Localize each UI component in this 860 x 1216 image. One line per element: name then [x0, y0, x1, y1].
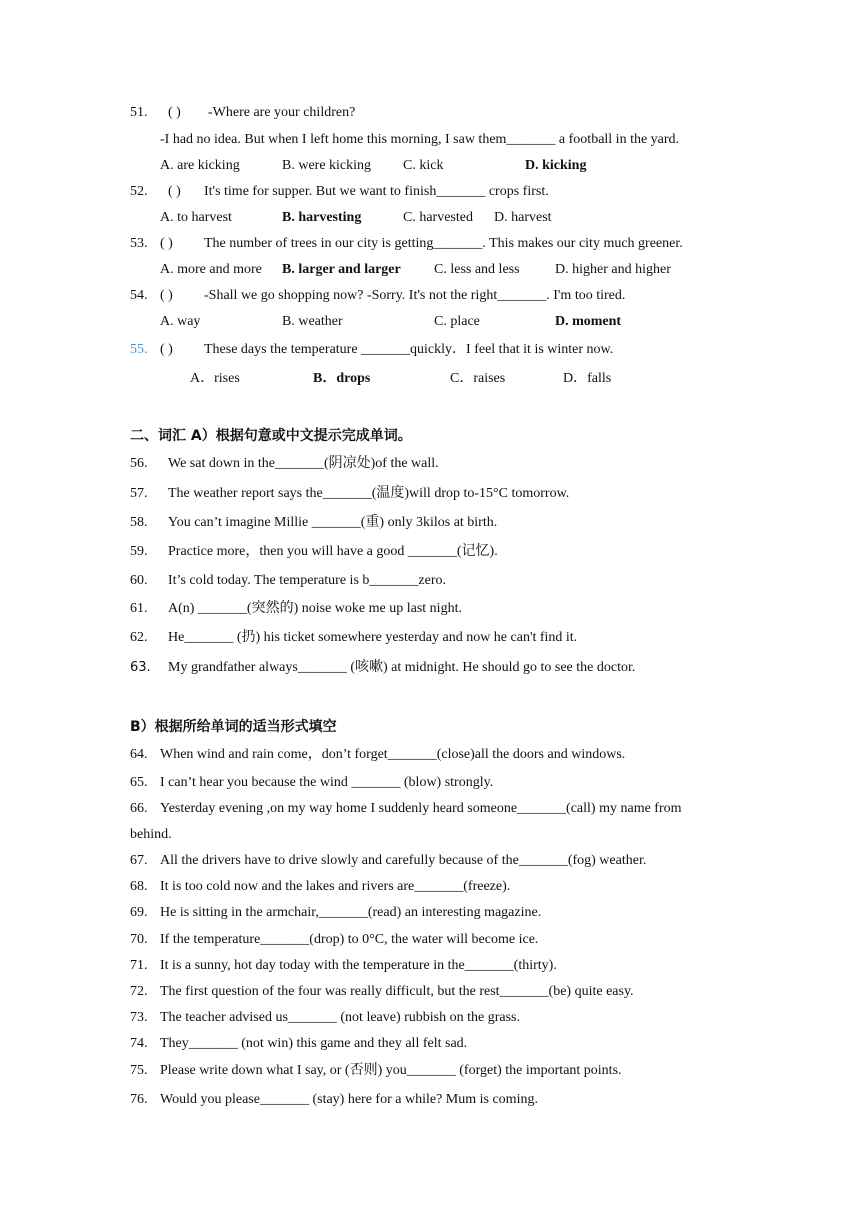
item-text: The teacher advised us_______ (not leave) rubbish on the grass. [160, 1010, 521, 1025]
form-item [130, 983, 634, 1001]
item-text: It is a sunny, hot day today with the temperature in the_______(thirty). [160, 958, 557, 973]
answer-paren: ( ) [160, 236, 173, 251]
form-item [130, 1062, 622, 1080]
item-number: 64. [130, 747, 148, 762]
option-c: C. harvested [403, 210, 473, 225]
item-text: The weather report says the_______(温度)will drop to-15°C tomorrow. [168, 486, 570, 501]
item-number: 56. [130, 456, 148, 471]
item-number: 57. [130, 486, 148, 501]
option-a: A. are kicking [160, 158, 240, 173]
item-number: 70. [130, 932, 148, 947]
item-number: 65. [130, 775, 148, 790]
question-text: These days the temperature _______quickly．I feel that it is winter now. [204, 342, 614, 357]
item-number: 75. [130, 1063, 148, 1078]
item-number: 67. [130, 853, 148, 868]
item-number: 59. [130, 544, 148, 559]
answer-paren: ( ) [160, 288, 173, 303]
option-c: C．raises [450, 371, 506, 386]
item-text: My grandfather always_______ (咳嗽) at midnight. He should go to see the doctor. [168, 660, 636, 675]
section-a-heading: 二、词汇 A）根据句意或中文提示完成单词。 [130, 428, 412, 444]
question-number: 55. [130, 342, 148, 357]
option-a: A. way [160, 314, 201, 329]
form-item [130, 800, 682, 818]
item-number: 71. [130, 958, 148, 973]
item-text: He_______ (扔) his ticket somewhere yesterday and now he can't find it. [168, 630, 578, 645]
vocab-item [130, 572, 446, 590]
question-text: -Where are your children? [208, 105, 356, 120]
form-item [130, 904, 542, 922]
item-number: 61. [130, 601, 148, 616]
option-d: D．falls [563, 371, 612, 386]
item-number: 63. [130, 660, 151, 675]
item-text: I can’t hear you because the wind _______ (blow) strongly. [160, 775, 494, 790]
answer-paren: ( ) [160, 342, 173, 357]
item-number: 60. [130, 573, 148, 588]
item-number: 69. [130, 905, 148, 920]
question-53 [130, 235, 683, 253]
item-text: Would you please_______ (stay) here for a while? Mum is coming. [160, 1092, 538, 1107]
item-text: You can’t imagine Millie _______(重) only 3kilos at birth. [168, 515, 498, 530]
item-text: Yesterday evening ,on my way home I suddenly heard someone_______(call) my name from [160, 801, 682, 816]
item-text: All the drivers have to drive slowly and carefully because of the_______(fog) weather. [160, 853, 647, 868]
item-text: We sat down in the_______(阴凉处)of the wall. [168, 456, 439, 471]
option-b-answer: B. harvesting [282, 210, 362, 225]
question-51 [130, 104, 356, 122]
form-item [130, 957, 557, 975]
question-number: 53. [130, 236, 148, 251]
form-item [130, 746, 626, 764]
form-item [130, 852, 647, 870]
option-c: C. kick [403, 158, 444, 173]
vocab-item [130, 455, 439, 473]
question-number: 52. [130, 184, 148, 199]
section-b-heading: B）根据所给单词的适当形式填空 [130, 719, 337, 735]
option-b: B. weather [282, 314, 343, 329]
item-number: 73. [130, 1010, 148, 1025]
item-number: 74. [130, 1036, 148, 1051]
form-item [130, 1091, 538, 1109]
item-text: A(n) _______(突然的) noise woke me up last night. [168, 601, 462, 616]
option-d: D. higher and higher [555, 262, 671, 277]
form-item [130, 1009, 521, 1027]
question-51-line2: -I had no idea. But when I left home this morning, I saw them_______ a football in the yard. [160, 132, 680, 147]
question-text: It's time for supper. But we want to finish_______ crops first. [204, 184, 549, 199]
option-a: A．rises [190, 371, 240, 386]
item-number: 66. [130, 801, 148, 816]
option-a: A. to harvest [160, 210, 232, 225]
option-c: C. place [434, 314, 480, 329]
answer-paren: ( ) [168, 184, 181, 199]
question-text: The number of trees in our city is getting_______. This makes our city much greener. [204, 236, 683, 251]
item-text: It is too cold now and the lakes and rivers are_______(freeze). [160, 879, 511, 894]
question-54 [130, 287, 626, 305]
question-number: 51. [130, 105, 148, 120]
item-text: It’s cold today. The temperature is b_______zero. [168, 573, 446, 588]
question-number: 54. [130, 288, 148, 303]
vocab-item [130, 485, 570, 503]
question-text: -Shall we go shopping now? -Sorry. It's not the right_______. I'm too tired. [204, 288, 626, 303]
vocab-item [130, 629, 578, 647]
answer-paren: ( ) [168, 105, 181, 120]
item-number: 76. [130, 1092, 148, 1107]
option-b-answer: B. larger and larger [282, 262, 401, 277]
form-item-continuation: behind. [130, 827, 172, 842]
vocab-item [130, 600, 462, 618]
option-d: D. harvest [494, 210, 552, 225]
item-number: 62. [130, 630, 148, 645]
form-item [130, 878, 511, 896]
item-text: If the temperature_______(drop) to 0°C, the water will become ice. [160, 932, 539, 947]
form-item [130, 774, 494, 792]
item-text: Please write down what I say, or (否则) you_______ (forget) the important points. [160, 1063, 622, 1078]
question-52 [130, 183, 549, 201]
item-text: He is sitting in the armchair,_______(read) an interesting magazine. [160, 905, 542, 920]
item-text: They_______ (not win) this game and they all felt sad. [160, 1036, 468, 1051]
option-d-answer: D. kicking [525, 158, 587, 173]
option-a: A. more and more [160, 262, 262, 277]
vocab-item [130, 543, 498, 561]
item-number: 72. [130, 984, 148, 999]
question-55 [130, 341, 614, 359]
item-number: 68. [130, 879, 148, 894]
vocab-item [130, 514, 498, 532]
vocab-item [130, 659, 636, 677]
form-item [130, 931, 539, 949]
form-item [130, 1035, 468, 1053]
option-c: C. less and less [434, 262, 520, 277]
item-number: 58. [130, 515, 148, 530]
item-text: Practice more，then you will have a good _______(记忆). [168, 544, 498, 559]
item-text: The first question of the four was really difficult, but the rest_______(be) quite easy. [160, 984, 634, 999]
option-b: B. were kicking [282, 158, 372, 173]
item-text: When wind and rain come，don’t forget_______(close)all the doors and windows. [160, 747, 626, 762]
option-d-answer: D. moment [555, 314, 622, 329]
option-b-answer: B．drops [313, 371, 371, 386]
